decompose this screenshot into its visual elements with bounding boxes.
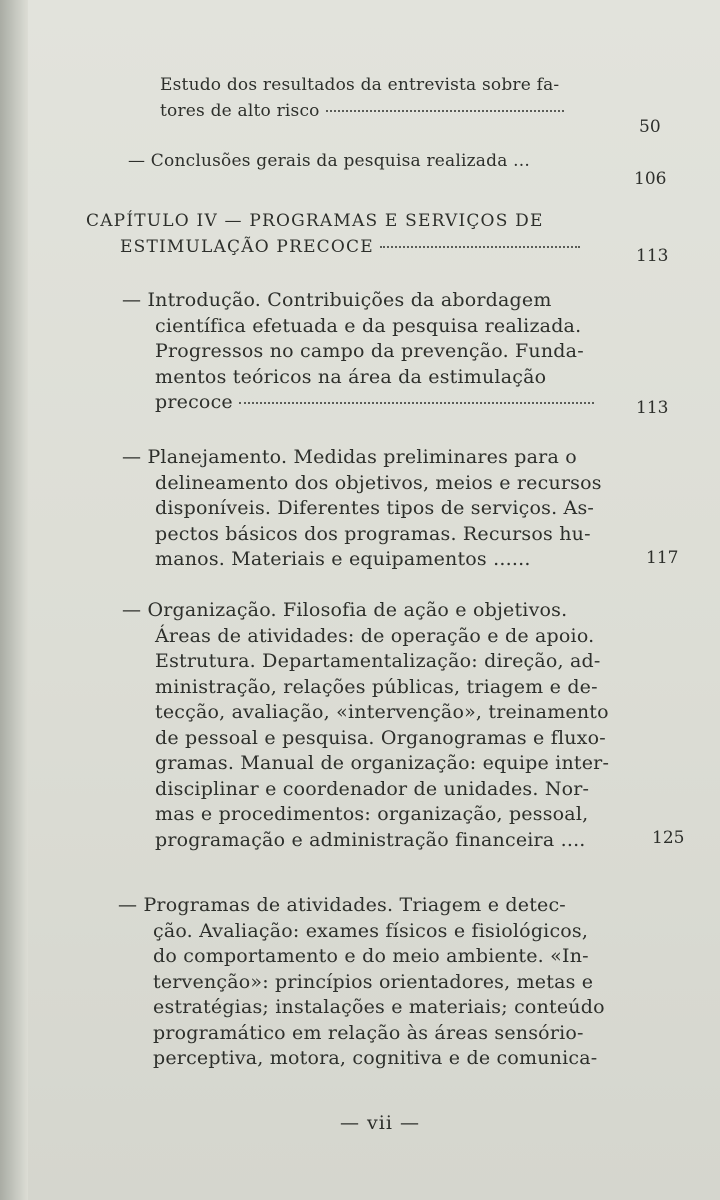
dot-leader [380,246,580,248]
toc-line: — Planejamento. Medidas preliminares para o [122,446,577,468]
toc-chapter-iv [86,208,580,260]
book-spine-shadow [0,0,28,1200]
page-number: 117 [646,548,679,568]
page-number: 113 [636,398,669,418]
chapter-heading-line [86,234,580,260]
page-number: 50 [639,117,661,137]
toc-line: pectos básicos dos programas. Recursos hu- [155,522,591,545]
toc-line: Estudo dos resultados da entrevista sobre fa- [160,75,560,95]
toc-line: científica efetuada e da pesquisa realizada. [155,314,582,337]
toc-line: — Programas de atividades. Triagem e detec- [118,894,566,916]
toc-line: estratégias; instalações e materiais; conteúdo [153,996,605,1018]
toc-line: tecção, avaliação, «intervenção», treinamento [155,701,609,723]
toc-line [160,98,564,124]
chapter-heading-line: CAPÍTULO IV — PROGRAMAS E SERVIÇOS DE [86,211,544,231]
toc-line: — Organização. Filosofia de ação e objetivos. [122,599,568,621]
toc-line: ministração, relações públicas, triagem e de- [155,675,598,698]
toc-line: do comportamento e do meio ambiente. «In- [153,945,589,967]
toc-line: mentos teóricos na área da estimulação [155,365,547,388]
toc-entry-conclusoes [128,148,530,174]
toc-line: delineamento dos objetivos, meios e recursos [155,471,602,494]
toc-entry-planejamento [122,445,602,573]
toc-line: — Introdução. Contribuições da abordagem [122,289,552,311]
toc-line: manos. Materiais e equipamentos ...... [155,548,531,570]
toc-line: mas e procedimentos: organização, pessoal, [155,803,589,825]
toc-line: disponíveis. Diferentes tipos de serviços. As- [155,497,595,519]
toc-entry-organizacao [122,598,609,853]
toc-line: tervenção»: princípios orientadores, metas e [153,970,594,993]
toc-line: — Conclusões gerais da pesquisa realizada ... [128,151,530,171]
toc-line: de pessoal e pesquisa. Organogramas e fluxo- [155,726,606,749]
page-number: 113 [636,246,669,266]
toc-line: programação e administração financeira .... [155,828,586,851]
toc-line: Áreas de atividades: de operação e de apoio. [155,624,595,647]
toc-line: ção. Avaliação: exames físicos e fisiológicos, [153,919,589,942]
toc-line-text: tores de alto risco [160,101,320,121]
page-number: 106 [634,169,667,189]
toc-line-text: ESTIMULAÇÃO PRECOCE [120,237,374,257]
toc-entry-introducao [122,288,594,416]
dot-leader [326,110,564,112]
toc-entry-estudo-resultados [160,72,564,124]
dot-leader [239,402,594,404]
toc-line: disciplinar e coordenador de unidades. Nor- [155,777,590,800]
page-folio: — vii — [340,1112,420,1134]
toc-line: gramas. Manual de organização: equipe inter- [155,752,610,774]
toc-line: Progressos no campo da prevenção. Funda- [155,340,584,362]
page-number: 125 [652,828,685,848]
toc-line: Estrutura. Departamentalização: direção, ad- [155,650,601,672]
toc-entry-programas-atividades [118,893,605,1072]
toc-line [122,390,594,416]
toc-line: perceptiva, motora, cognitiva e de comunica- [153,1047,598,1069]
toc-line: programático em relação às áreas sensório- [153,1021,584,1044]
toc-line-text: precoce [155,391,233,413]
